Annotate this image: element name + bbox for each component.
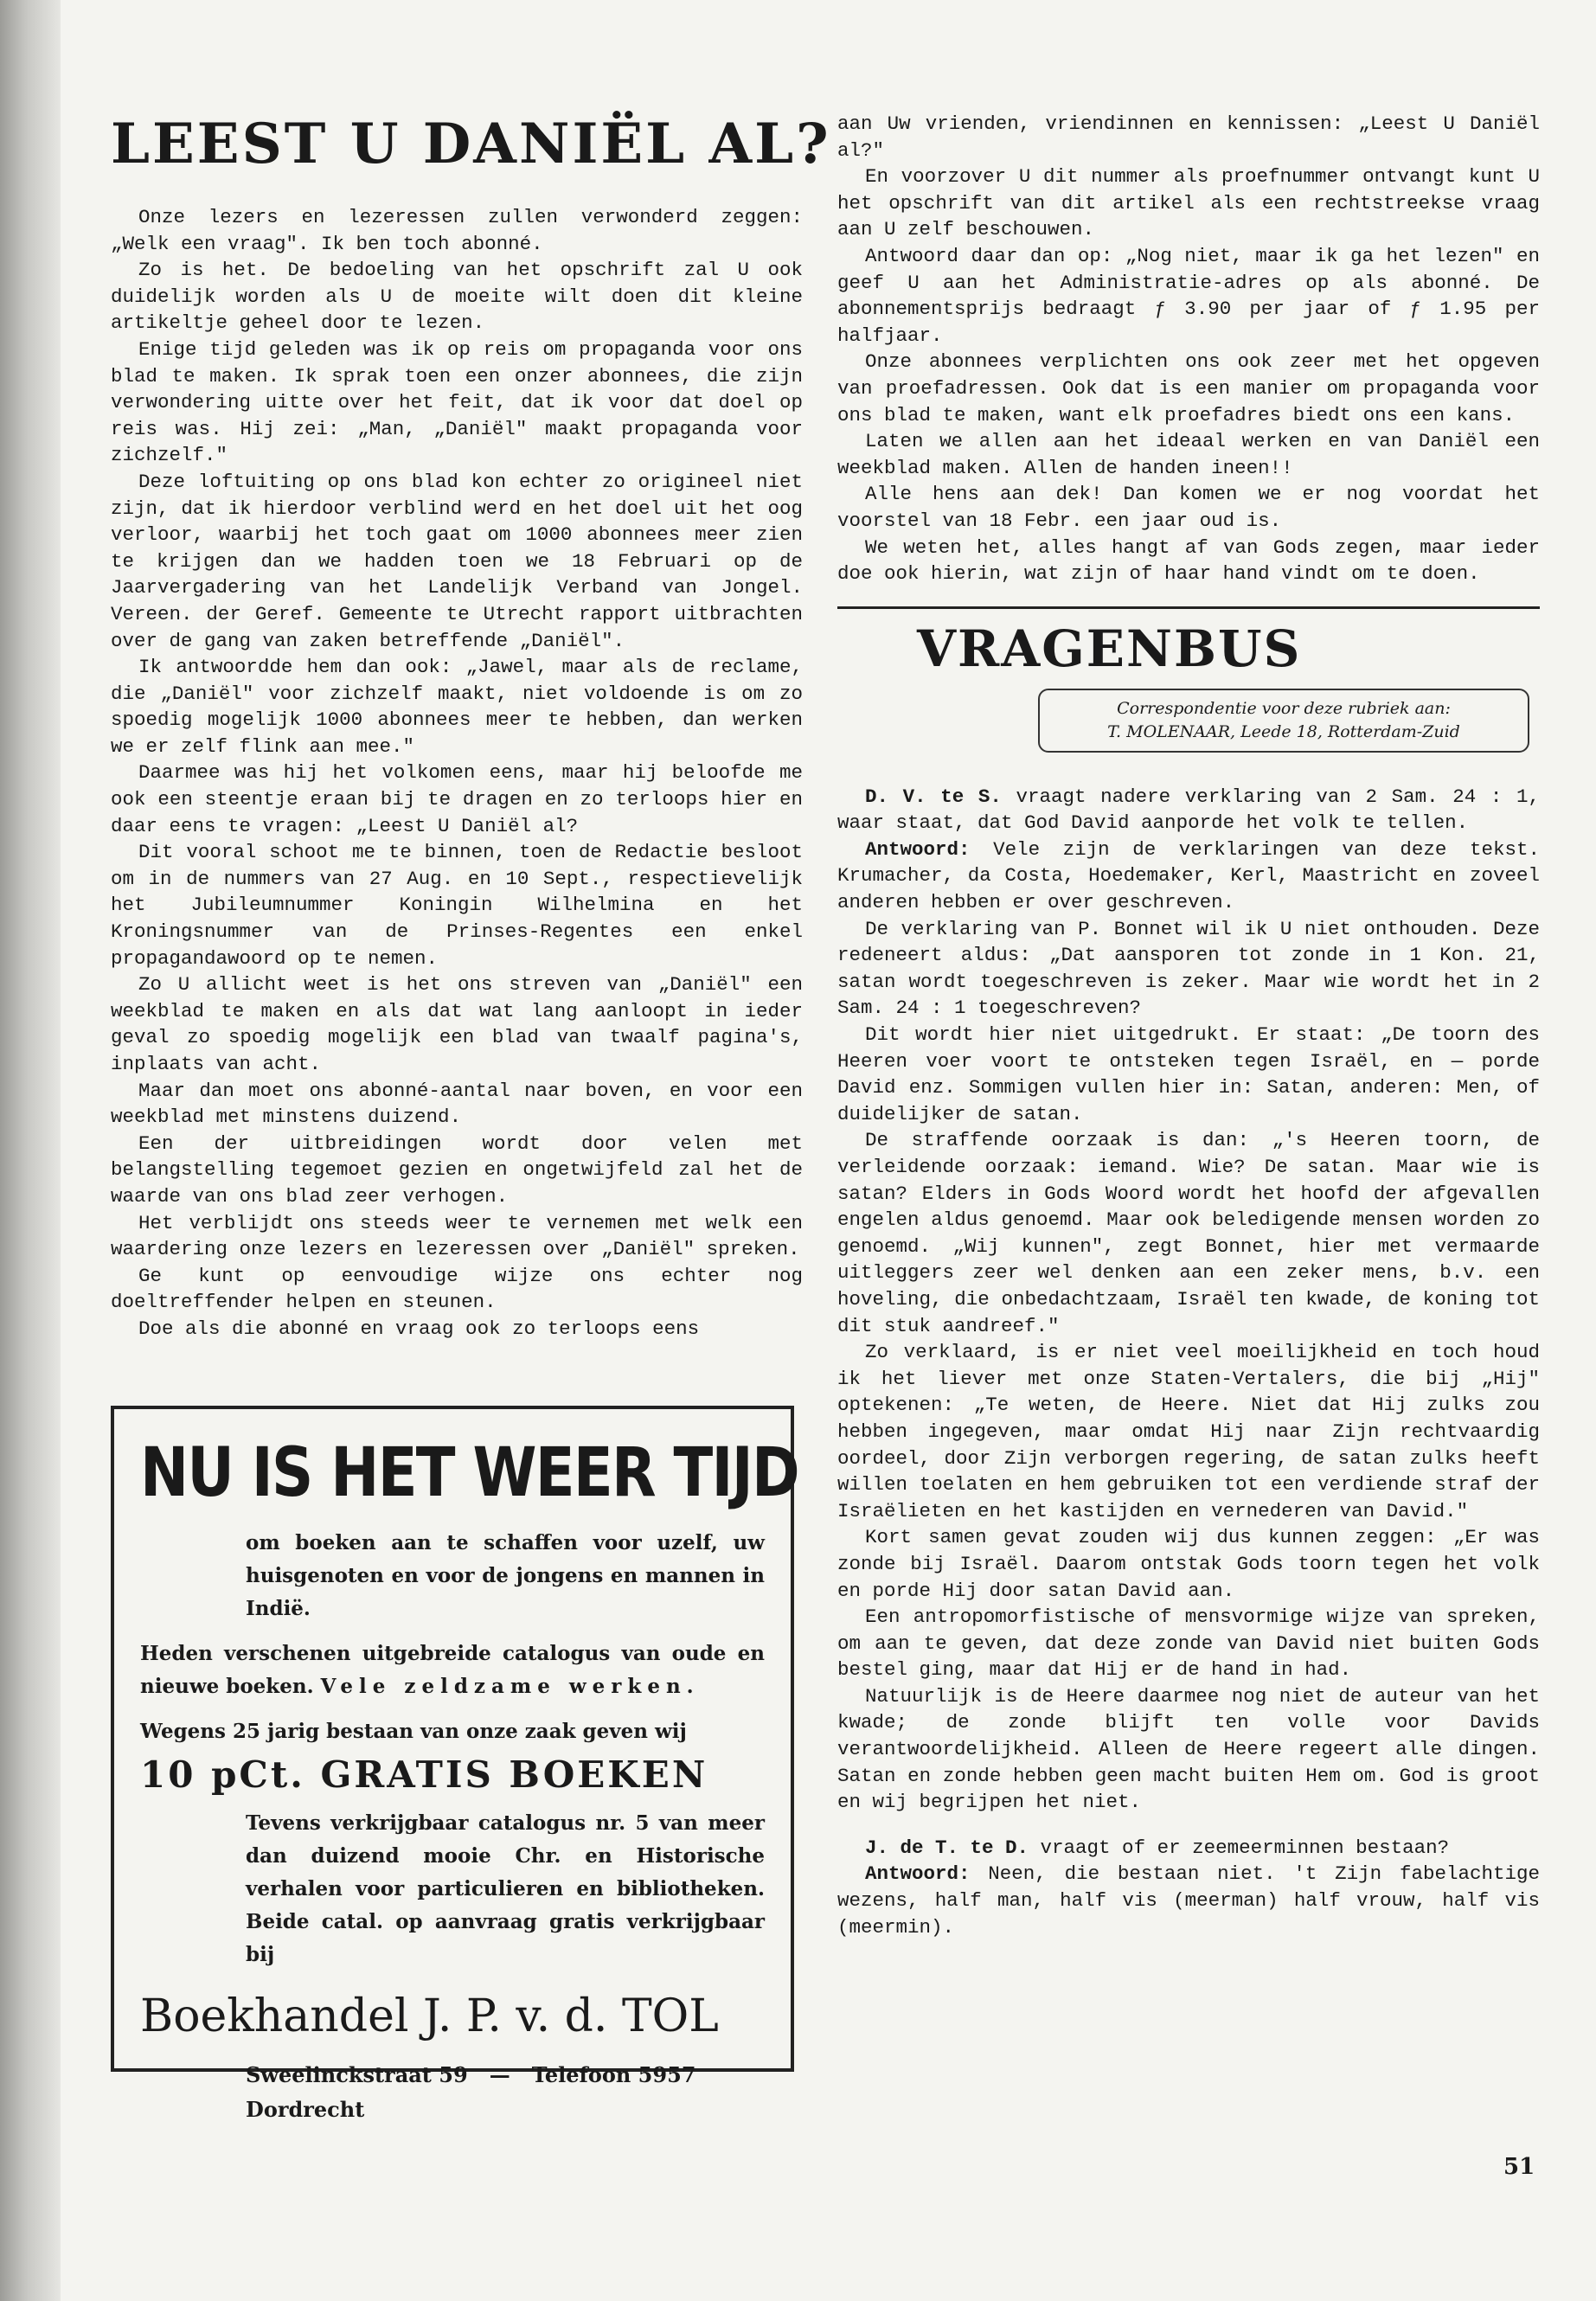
ad-address: Sweelinckstraat 59 — Telefoon 5957 — [246, 2062, 696, 2087]
ad-catalogue-text — [140, 1638, 765, 1703]
article-paragraph: Alle hens aan dek! Dan komen we er nog voordat het voorstel van 18 Febr. een jaar oud is. — [837, 483, 1540, 532]
article-paragraph: Onze lezers en lezeressen zullen verwonderd zeggen: „Welk een vraag". Ik ben toch abonné. — [111, 206, 803, 255]
answer-paragraph: Zo verklaard, is er niet veel moeilijkheid en toch houd ik het liever met onze Staten-Vertalers, die bij „Hij" optekenen: „Te weten, de Heere. Niet dat Hij zulks zou hebben ingegeven, maar omdat Hij naar Zijn rechtvaardig oordeel, door Zijn verborgen regering, de satan zulks heeft willen toelaten en hem gebruiken tot een verdiende straf der Israëlieten en het kastijden en vernederen van David." — [837, 1341, 1540, 1522]
answer-paragraph: De verklaring van P. Bonnet wil ik U niet onthouden. Deze redeneert aldus: „Dat aansporen tot zonde in 1 Kon. 21, satan wordt toegeschreven is zeker. Maar wie wordt het in 2 Sam. 24 : 1 toegeschreven? — [837, 917, 1540, 1020]
correspondence-box — [1038, 689, 1529, 753]
article-paragraph: We weten het, alles hangt af van Gods zegen, maar ieder doe ook hierin, wat zijn of haar hand vindt om te doen. — [837, 535, 1540, 586]
correspondence-address: T. MOLENAAR, Leede 18, Rotterdam-Zuid — [1107, 721, 1460, 741]
spacer — [837, 1816, 1540, 1835]
article-paragraph: Deze loftuiting op ons blad kon echter zo origineel niet zijn, dat ik hierdoor verblind werd en het doel uit het oog verloor, waarbij het toch gaat om 1000 abonnees meer zien te krijgen dan we hadden toen we 18 Februari op de Jaarvergadering van het Landelijk Verband van Jongel. Vereen. der Geref. Gemeente te Utrecht rapport uitbrachten over de gang van zaken betreffende „Daniël". — [111, 470, 803, 652]
answer-paragraph: Dit wordt hier niet uitgedrukt. Er staat: „De toorn des Heeren voer voort te ontsteken tegen Israël, en — porde David enz. Sommigen vullen hier in: Satan, anderen: Men, of duidelijker de satan. — [837, 1023, 1540, 1125]
article-title: LEEST U DANIËL AL? — [111, 112, 831, 176]
article-paragraph: Dit vooral schoot me te binnen, toen de Redactie besloot om in de nummers van 27 Aug. en 10 Sept., respectievelijk het Jubileumnummer Koningin Wilhelmina en het Kroningsnummer van de Prinses-Regentes een enkel propagandawoord op te nemen. — [111, 841, 803, 970]
article-paragraph: Antwoord daar dan op: „Nog niet, maar ik ga het lezen" en geef U aan het Administratie-adres op als abonné. De abonnementsprijs bedraagt ƒ 3.90 per jaar of ƒ 1.95 per halfjaar. — [837, 244, 1540, 347]
answer-paragraph: Kort samen gevat zouden wij dus kunnen zeggen: „Er was zonde bij Israël. Daarom ontstak Gods toorn tegen het volk en porde Hij door satan David aan. — [837, 1526, 1540, 1602]
answer-paragraph: De straffende oorzaak is dan: „'s Heeren toorn, de verleidende oorzaak: iemand. Wie? De satan. Maar wie is satan? Elders in Gods Woord wordt het hoofd der afgevallen engelen aldus genoemd. Maar ook beledigende mensen worden zo genoemd. „Wij kunnen", zegt Bonnet, hier met vermaarde uitleggers zeer wel denken aan een zeker mens, b.v. een hoveling, die onbedachtzaam, Israël ten kwade, de koning tot dit stuk aandreef." — [837, 1129, 1540, 1337]
answer-paragraph: Een antropomorfistische of mensvormige wijze van spreken, om aan te geven, dat deze zonde van David niet buiten Gods bestel ging, maar dat Hij er de hand in had. — [837, 1606, 1540, 1682]
article-paragraph: Maar dan moet ons abonné-aantal naar boven, en voor een weekblad met minstens duizend. — [111, 1079, 803, 1129]
question-text: vraagt nadere verklaring van 2 Sam. 24 : 1, waar staat, dat God David aanporde het volk te tellen. — [837, 785, 1540, 835]
answer-text: Vele zijn de verklaringen van deze tekst. Krumacher, da Costa, Hoedemaker, Kerl, Maastricht en zoveel anderen hebben er over geschreven. — [837, 837, 1540, 914]
page-number: 51 — [1503, 2154, 1535, 2180]
correspondence-line: Correspondentie voor deze rubriek aan: — [1117, 698, 1451, 718]
question-paragraph — [837, 784, 1540, 836]
answer-paragraph: Natuurlijk is de Heere daarmee nog niet de auteur van het kwade; de zonde blijft ten volle voor Davids verantwoordelijkheid. Alleen de Heere regeert alle dingen. Satan en zonde hebben geen macht buiten Hem om. God is groot en wij begrijpen het niet. — [837, 1684, 1540, 1814]
question-label: D. V. te S. — [865, 785, 1002, 808]
question-label: J. de T. te D. — [865, 1836, 1029, 1859]
ad-headline: NU IS HET WEER TIJD — [140, 1434, 798, 1512]
article-paragraph: Een der uitbreidingen wordt door velen met belangstelling tegemoet gezien en ongetwijfeld zal het de waarde van ons blad zeer verhogen. — [111, 1131, 803, 1208]
vragenbus-title: VRAGENBUS — [917, 619, 1302, 678]
section-divider — [837, 606, 1540, 609]
article-paragraph: En voorzover U dit nummer als proefnummer ontvangt kunt U het opschrift van dit artikel als een rechtstreekse vraag aan U zelf beschouwen. — [837, 165, 1540, 241]
article-left-column — [111, 111, 831, 1343]
answer-label: Antwoord: — [865, 1862, 971, 1886]
article-paragraph: Ge kunt op eenvoudige wijze ons echter nog doeltreffender helpen en steunen. — [111, 1264, 803, 1314]
ad-store-name: Boekhandel J. P. v. d. TOL — [140, 1990, 719, 2042]
ad-city: Dordrecht — [246, 2097, 365, 2122]
binding-spine — [0, 0, 61, 2301]
answer-paragraph — [837, 1861, 1540, 1940]
article-paragraph: Zo is het. De bedoeling van het opschrift zal U ook duidelijk worden als U de moeite wilt doen dit kleine artikeltje geheel door te lezen. — [111, 259, 803, 335]
ad-intro-text: om boeken aan te schaffen voor uzelf, uw huisgenoten en voor de jongens en mannen in Indië. — [246, 1531, 765, 1620]
article-paragraph: Enige tijd geleden was ik op reis om propaganda voor ons blad te maken. Ik sprak toen een onzer abonnees, die zijn verwondering uitte over het feit, dat ik voor dat doel op reis was. Hij zei: „Man, „Daniël" maakt propaganda voor zichzelf." — [111, 337, 803, 467]
answer-paragraph — [837, 836, 1540, 916]
article-paragraph: Onze abonnees verplichten ons ook zeer met het opgeven van proefadressen. Ook dat is een manier om propaganda voor ons blad te maken, want elk proefadres biedt ons een kans. — [837, 350, 1540, 426]
bookshop-advertisement — [111, 1406, 798, 2122]
question-text: vraagt of er zeemeerminnen bestaan? — [1040, 1836, 1450, 1859]
ad-rare-works: Vele zeldzame werken. — [320, 1675, 700, 1698]
answer-text: Neen, die bestaan niet. 't Zijn fabelachtige wezens, half man, half vis (meerman) half vrouw, half vis (meermin). — [837, 1862, 1540, 1939]
article-paragraph: Laten we allen aan het ideaal werken en van Daniël een weekblad maken. Allen de handen ineen!! — [837, 430, 1540, 479]
ad-offer: 10 pCt. GRATIS BOEKEN — [140, 1753, 708, 1796]
ad-anniversary-text: Wegens 25 jarig bestaan van onze zaak geven wij — [140, 1720, 687, 1743]
article-paragraph: Zo U allicht weet is het ons streven van „Daniël" een weekblad te maken en als dat wat lang aanloopt in ieder geval zo spoedig mogelijk een blad van twaalf pagina's, inplaats van acht. — [111, 973, 803, 1075]
article-paragraph: Daarmee was hij het volkomen eens, maar hij beloofde me ook een steentje eraan bij te dragen en zo terloops hier en daar eens te vragen: „Leest U Daniël al? — [111, 761, 803, 837]
question-paragraph — [837, 1835, 1540, 1862]
article-paragraph: Het verblijdt ons steeds weer te vernemen met welk een waardering onze lezers en lezeressen over „Daniël" spreken. — [111, 1211, 803, 1261]
ad-catalogue-5-text: Tevens verkrijgbaar catalogus nr. 5 van meer dan duizend mooie Chr. en Historische verhalen voor particulieren en bibliotheken. Beide catal. op aanvraag gratis verkrijgbaar bij — [246, 1811, 765, 1966]
article-right-column — [837, 111, 1540, 1940]
article-paragraph: Doe als die abonné en vraag ook zo terloops eens — [138, 1317, 700, 1340]
ad-catalogue-line: Heden verschenen uitgebreide catalogus van oude en nieuwe boeken. — [140, 1642, 765, 1698]
article-paragraph: aan Uw vrienden, vriendinnen en kennissen: „Leest U Daniël al?" — [837, 112, 1540, 162]
article-paragraph: Ik antwoordde hem dan ook: „Jawel, maar als de reclame, die „Daniël" voor zichzelf maakt, niet voldoende is om zo spoedig mogelijk 1000 abonnees meer te hebben, dan werken we er zelf flink aan mee." — [111, 656, 803, 758]
answer-label: Antwoord: — [865, 837, 971, 861]
